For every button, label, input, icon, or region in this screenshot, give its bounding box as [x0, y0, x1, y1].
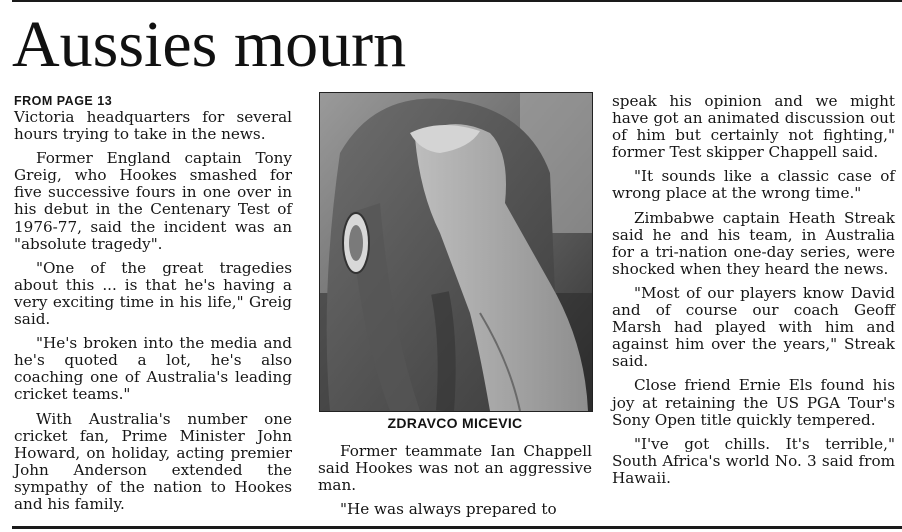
paragraph: Zimbabwe captain Heath Streak said he and his team, in Australia for a tri-nation one-day series, were shocked when they heard the news.	[612, 208, 895, 278]
news-photo	[319, 92, 593, 412]
paragraph: "One of the great tragedies about this ... is that he's having a very exciting time in his life," Greig said.	[14, 258, 292, 329]
paragraph: Former teammate Ian Chappell said Hookes was not an aggressive man.	[318, 442, 592, 495]
paragraph: Close friend Ernie Els found his joy at retaining the US PGA Tour's Sony Open title quickly tempered.	[612, 376, 895, 429]
paragraph: Former England captain Tony Greig, who Hookes smashed for five successive fours in one over in his debut in the Centenary Test of 1976-77, said the incident was an "absolute tragedy".	[14, 149, 292, 253]
top-rule	[12, 0, 902, 2]
paragraph: "It sounds like a classic case of wrong place at the wrong time."	[612, 167, 895, 203]
paragraph: "He's broken into the media and he's quoted a lot, he's also coaching one of Australia's leading cricket teams."	[14, 334, 292, 404]
column-2	[318, 443, 592, 525]
column-1	[14, 94, 292, 520]
paragraph: "He was always prepared to	[340, 500, 557, 519]
headline: Aussies mourn	[12, 8, 407, 81]
paragraph: "I've got chills. It's terrible," South Africa's world No. 3 said from Hawaii.	[612, 434, 895, 487]
paragraph: speak his opinion and we might have got an animated discussion out of him but certainly not fighting," former Test skipper Chappell said.	[612, 92, 895, 162]
kicker-from-page: FROM PAGE 13	[14, 94, 113, 108]
paragraph: Victoria headquarters for several hours trying to take in the news.	[14, 108, 292, 144]
paragraph: With Australia's number one cricket fan, Prime Minister John Howard, on holiday, acting premier John Anderson extended the sympathy of the nation to Hookes and his family.	[14, 409, 292, 513]
column-3	[612, 93, 895, 494]
photo-credit: ZDRAVCO MICEVIC	[387, 415, 523, 431]
paragraph: "Most of our players know David and of course our coach Geoff Marsh had played with him and against him over the years," Streak said.	[612, 283, 895, 371]
photo-illustration	[320, 93, 592, 411]
bottom-rule	[12, 526, 902, 529]
